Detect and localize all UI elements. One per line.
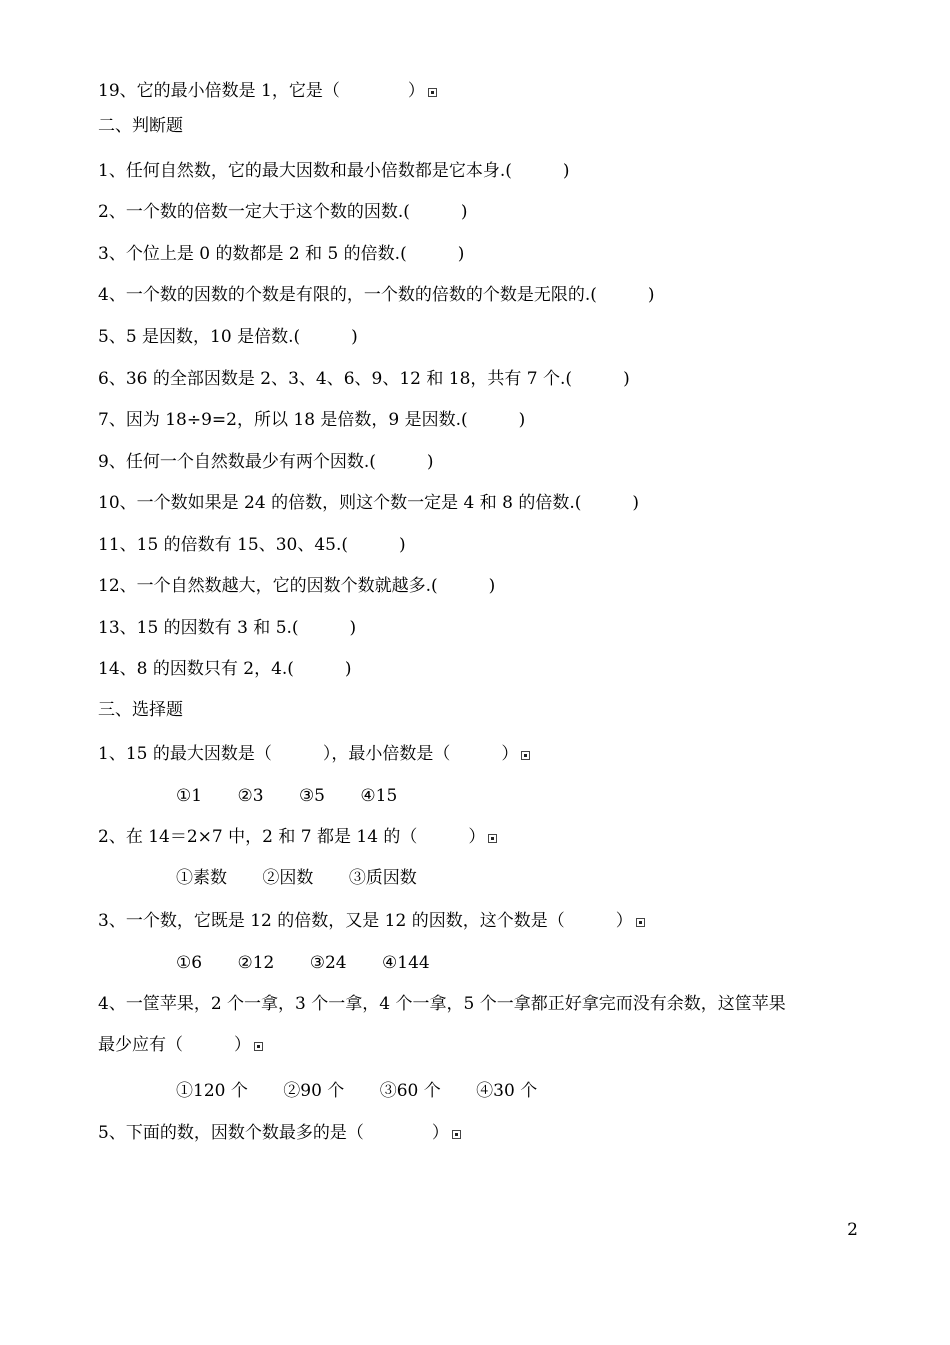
section-heading-choice bbox=[98, 699, 183, 721]
line-judge-11 bbox=[98, 534, 406, 556]
line-judge-10 bbox=[98, 492, 639, 514]
option: ④30 个 bbox=[476, 1081, 538, 1101]
line-judge-1 bbox=[98, 160, 569, 182]
line-text: 4、一筐苹果，2 个一拿，3 个一拿，4 个一拿，5 个一拿都正好拿完而没有余数，这筐苹果 bbox=[98, 994, 786, 1014]
line-text: 12、一个自然数越大，它的因数个数就越多.( ) bbox=[98, 576, 496, 596]
line-text: 14、8 的因数只有 2，4.( ) bbox=[98, 659, 352, 679]
square-mark-icon bbox=[254, 1042, 263, 1051]
options-choice-1 bbox=[176, 785, 427, 807]
line-choice-5 bbox=[98, 1122, 461, 1144]
line-text: 1、15 的最大因数是（ ），最小倍数是（ ） bbox=[98, 744, 519, 764]
option: ④144 bbox=[382, 953, 430, 973]
line-text: 11、15 的倍数有 15、30、45.( ) bbox=[98, 535, 406, 555]
line-text: 5、下面的数，因数个数最多的是（ ） bbox=[98, 1123, 449, 1143]
options-choice-3 bbox=[176, 952, 460, 974]
heading-text: 二、判断题 bbox=[98, 116, 183, 136]
option: ②12 bbox=[237, 953, 275, 973]
line-choice-4-cont bbox=[98, 1034, 263, 1056]
line-text: 2、在 14＝2×7 中，2 和 7 都是 14 的（ ） bbox=[98, 827, 486, 847]
square-mark-icon bbox=[452, 1130, 461, 1139]
line-judge-9 bbox=[98, 451, 433, 473]
line-text: 7、因为 18÷9=2，所以 18 是倍数，9 是因数.( ) bbox=[98, 410, 526, 430]
option: ③60 个 bbox=[379, 1081, 441, 1101]
line-choice-2 bbox=[98, 826, 497, 848]
option: ①6 bbox=[176, 953, 203, 973]
page-number: 2 bbox=[847, 1220, 858, 1240]
option: ①1 bbox=[176, 786, 203, 806]
line-choice-4 bbox=[98, 993, 786, 1015]
line-judge-14 bbox=[98, 658, 352, 680]
line-text: 13、15 的因数有 3 和 5.( ) bbox=[98, 618, 357, 638]
line-judge-12 bbox=[98, 575, 495, 597]
option: ②90 个 bbox=[283, 1081, 345, 1101]
option: ③质因数 bbox=[348, 868, 417, 888]
section-heading-judge bbox=[98, 115, 183, 137]
line-text: 3、个位上是 0 的数都是 2 和 5 的倍数.( ) bbox=[98, 244, 465, 264]
options-choice-2 bbox=[176, 867, 447, 889]
line-text: 1、任何自然数，它的最大因数和最小倍数都是它本身.( ) bbox=[98, 161, 570, 181]
line-text: 4、一个数的因数的个数是有限的，一个数的倍数的个数是无限的.( ) bbox=[98, 285, 655, 305]
line-text: 3、一个数，它既是 12 的倍数，又是 12 的因数，这个数是（ ） bbox=[98, 911, 633, 931]
line-judge-4 bbox=[98, 284, 654, 306]
heading-text: 三、选择题 bbox=[98, 700, 183, 720]
line-text: 2、一个数的倍数一定大于这个数的因数.( ) bbox=[98, 202, 468, 222]
line-judge-3 bbox=[98, 243, 464, 265]
option: ②3 bbox=[237, 786, 264, 806]
line-text: 5、5 是因数，10 是倍数.( ) bbox=[98, 327, 358, 347]
option: ③24 bbox=[309, 953, 347, 973]
line-judge-7 bbox=[98, 409, 525, 431]
line-text: 10、一个数如果是 24 的倍数，则这个数一定是 4 和 8 的倍数.( ) bbox=[98, 493, 639, 513]
line-text: 6、36 的全部因数是 2、3、4、6、9、12 和 18，共有 7 个.( ) bbox=[98, 369, 630, 389]
option: ④15 bbox=[360, 786, 398, 806]
line-judge-6 bbox=[98, 368, 630, 390]
line-judge-2 bbox=[98, 201, 467, 223]
option: ②因数 bbox=[262, 868, 314, 888]
options-choice-4 bbox=[176, 1080, 567, 1102]
line-judge-13 bbox=[98, 617, 356, 639]
option: ①素数 bbox=[176, 868, 227, 888]
line-choice-1 bbox=[98, 743, 530, 765]
line-judge-5 bbox=[98, 326, 358, 348]
square-mark-icon bbox=[488, 834, 497, 843]
line-text: 最少应有（ ） bbox=[98, 1035, 251, 1055]
square-mark-icon bbox=[428, 88, 437, 97]
option: ①120 个 bbox=[176, 1081, 248, 1101]
line-q19 bbox=[98, 80, 437, 102]
square-mark-icon bbox=[636, 918, 645, 927]
line-text: 9、任何一个自然数最少有两个因数.( ) bbox=[98, 452, 434, 472]
square-mark-icon bbox=[521, 751, 530, 760]
line-text: 19、它的最小倍数是 1，它是（ ） bbox=[98, 81, 425, 101]
line-choice-3 bbox=[98, 910, 645, 932]
option: ③5 bbox=[298, 786, 325, 806]
